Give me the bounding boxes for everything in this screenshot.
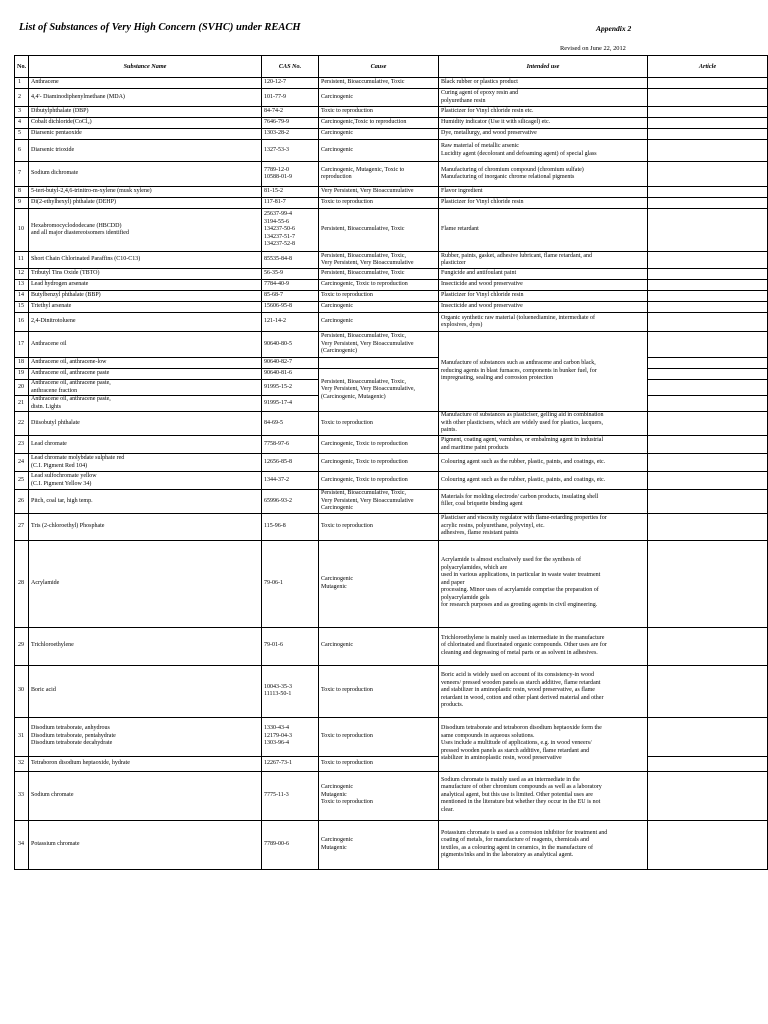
table-row	[15, 756, 768, 771]
row-number: 6	[15, 140, 29, 162]
cas-number: 1330-43-4 12179-04-3 1303-96-4	[262, 717, 319, 756]
intended-use: Trichloroethylene is mainly used as intermediate in the manufacture of chlorinated and fluorinated organic compounds. Other uses are for cleaning and degreasing of metal parts or as solvent in adhesives.	[439, 627, 648, 665]
cas-number: 10043-35-3 11113-50-1	[262, 665, 319, 717]
article	[648, 280, 768, 291]
article	[648, 187, 768, 198]
header-article: Article	[648, 56, 768, 78]
substance-name: Butylbenzyl phthalate (BBP)	[29, 291, 262, 302]
row-number: 7	[15, 162, 29, 187]
row-number: 10	[15, 209, 29, 252]
article	[648, 436, 768, 454]
intended-use: Raw material of metallic arsenic Lucidity agent (decolorant and defoaming agent) of special glass	[439, 140, 648, 162]
substance-name: Short Chain Chlorinated Paraffins (C10-C13)	[29, 252, 262, 269]
substance-name: Disodium tetraborate, anhydrous Disodium tetraborate, pentahydrate Disodium tetraborate decahydrate	[29, 717, 262, 756]
intended-use: Pigment, coating agent, varnishes, or embalming agent in industrial and maritime paint products	[439, 436, 648, 454]
substance-name: Diisobutyl phthalate	[29, 412, 262, 436]
row-number: 34	[15, 820, 29, 869]
cause: Carcinogenic	[319, 302, 439, 313]
substance-name: Lead chromate	[29, 436, 262, 454]
intended-use: Plasticizer for Vinyl chloride resin etc.	[439, 107, 648, 118]
row-number: 11	[15, 252, 29, 269]
row-number: 13	[15, 280, 29, 291]
cause: Toxic to reproduction	[319, 756, 439, 771]
row-number: 9	[15, 198, 29, 209]
article	[648, 209, 768, 252]
intended-use: Manufacture of substances such as anthracene and carbon black, reducing agents in blast furnaces, components in bunker fuel, for impregnating, sealing and corrosion protection	[439, 332, 648, 412]
article	[648, 140, 768, 162]
table-row	[15, 627, 768, 665]
substance-name: Diarsenic pentaoxide	[29, 129, 262, 140]
article	[648, 269, 768, 280]
cas-number: 7775-11-3	[262, 771, 319, 820]
table-row	[15, 665, 768, 717]
table-row	[15, 820, 768, 869]
article	[648, 771, 768, 820]
cas-number: 25637-99-4 3194-55-6 134237-50-6 134237-51-7 134237-52-8	[262, 209, 319, 252]
intended-use: Colouring agent such as the rubber, plastic, paints, and coatings, etc.	[439, 454, 648, 472]
substance-name: Lead chromate molybdate sulphate red (C.I. Pigment Red 104)	[29, 454, 262, 472]
article	[648, 78, 768, 89]
table-row	[15, 291, 768, 302]
intended-use: Rubber, paints, gasket, adhesive lubricant, flame retardant, and plasticizer	[439, 252, 648, 269]
substance-name: Anthracene oil, anthracene paste, anthracene fraction	[29, 380, 262, 396]
intended-use: Flavor ingredient	[439, 187, 648, 198]
svhc-table	[14, 55, 768, 870]
row-number: 18	[15, 358, 29, 369]
cause: Carcinogenic Mutagenic	[319, 820, 439, 869]
cause: Toxic to reproduction	[319, 291, 439, 302]
row-number: 22	[15, 412, 29, 436]
row-number: 19	[15, 369, 29, 380]
article	[648, 107, 768, 118]
cas-number: 1344-37-2	[262, 472, 319, 490]
intended-use: Fungicide and antifoulant paint	[439, 269, 648, 280]
cas-number: 1303-28-2	[262, 129, 319, 140]
article	[648, 380, 768, 396]
cas-number: 120-12-7	[262, 78, 319, 89]
cause: Toxic to reproduction	[319, 198, 439, 209]
cause: Carcinogenic	[319, 313, 439, 332]
substance-name: Anthracene oil, anthracene-low	[29, 358, 262, 369]
substance-name: 4,4'- Diaminodiphenylmethane (MDA)	[29, 89, 262, 107]
intended-use: Organic synthetic raw material (toluenediamine, intermediate of explosives, dyes)	[439, 313, 648, 332]
row-number: 25	[15, 472, 29, 490]
document-title: List of Substances of Very High Concern (SVHC) under REACH	[19, 22, 301, 33]
appendix-label: Appendix 2	[596, 24, 632, 33]
cause: Persistent, Bioaccumulative, Toxic, Very Persistent, Very Bioaccumulative (Carcinogenic)	[319, 332, 439, 358]
article	[648, 540, 768, 627]
cas-number: 7758-97-6	[262, 436, 319, 454]
substance-name: Boric acid	[29, 665, 262, 717]
row-number: 26	[15, 490, 29, 514]
table-body	[15, 78, 768, 870]
row-number: 3	[15, 107, 29, 118]
article	[648, 454, 768, 472]
table-row	[15, 332, 768, 358]
table-row	[15, 252, 768, 269]
substance-name: Tetraboron disodium heptaoxide, hydrate	[29, 756, 262, 771]
cas-number: 101-77-9	[262, 89, 319, 107]
cas-number: 79-01-6	[262, 627, 319, 665]
substance-name: Tributyl Tins Oxide (TBTO)	[29, 269, 262, 280]
substance-name: Sodium dichromate	[29, 162, 262, 187]
substance-name: Acrylamide	[29, 540, 262, 627]
cause: Carcinogenic Mutagenic	[319, 540, 439, 627]
cause: Carcinogenic, Toxic to reproduction	[319, 280, 439, 291]
table-row	[15, 313, 768, 332]
row-number: 30	[15, 665, 29, 717]
table-row	[15, 198, 768, 209]
article	[648, 717, 768, 756]
intended-use: Plasticizer for Vinyl chloride resin	[439, 291, 648, 302]
article	[648, 396, 768, 412]
article	[648, 198, 768, 209]
intended-use: Manufacturing of chromium compound (chromium sulfate) Manufacturing of inorganic chrome relational pigments	[439, 162, 648, 187]
cause: Persistent, Bioaccumulative, Toxic, Very Persistent, Very Bioaccumulative Carcinogenic	[319, 490, 439, 514]
cause: Persistent, Bioaccumulative, Toxic	[319, 78, 439, 89]
cause: Carcinogenic,Toxic to reproduction	[319, 118, 439, 129]
row-number: 23	[15, 436, 29, 454]
cas-number: 121-14-2	[262, 313, 319, 332]
row-number: 1	[15, 78, 29, 89]
table-row	[15, 717, 768, 756]
row-number: 8	[15, 187, 29, 198]
row-number: 12	[15, 269, 29, 280]
table-row	[15, 490, 768, 514]
cas-number: 15606-95-8	[262, 302, 319, 313]
table-row	[15, 129, 768, 140]
cause: Persistent, Bioaccumulative, Toxic	[319, 269, 439, 280]
header-substance-name: Substance Name	[29, 56, 262, 78]
row-number: 24	[15, 454, 29, 472]
cas-number: 65996-93-2	[262, 490, 319, 514]
article	[648, 358, 768, 369]
table-row	[15, 771, 768, 820]
cause: Carcinogenic	[319, 129, 439, 140]
table-row	[15, 436, 768, 454]
row-number: 4	[15, 118, 29, 129]
article	[648, 820, 768, 869]
article	[648, 332, 768, 358]
substance-name: Lead sulfochromate yellow (C.I. Pigment Yellow 34)	[29, 472, 262, 490]
cause: Toxic to reproduction	[319, 412, 439, 436]
substance-name: 5-tert-butyl-2,4,6-trinitro-m-xylene (musk xylene)	[29, 187, 262, 198]
row-number: 33	[15, 771, 29, 820]
cas-number: 117-81-7	[262, 198, 319, 209]
table-row	[15, 78, 768, 89]
cas-number: 79-06-1	[262, 540, 319, 627]
table-row	[15, 540, 768, 627]
table-row	[15, 162, 768, 187]
intended-use: Dye, metallurgy, and wood preservative	[439, 129, 648, 140]
intended-use: Curing agent of epoxy resin and polyurethane resin	[439, 89, 648, 107]
table-row	[15, 269, 768, 280]
article	[648, 129, 768, 140]
substance-name: 2,4-Dinitrotoluene	[29, 313, 262, 332]
row-number: 20	[15, 380, 29, 396]
header-cas-no: CAS No.	[262, 56, 319, 78]
cause: Carcinogenic	[319, 140, 439, 162]
row-number: 21	[15, 396, 29, 412]
article	[648, 89, 768, 107]
cause: Carcinogenic	[319, 627, 439, 665]
intended-use: Plasticiser and viscosity regulator with flame-retarding properties for acrylic resins, polyurethane, polyvinyl, etc. adhesives, flame resistant paints	[439, 513, 648, 540]
table-row	[15, 140, 768, 162]
intended-use: Insecticide and wood preservative	[439, 302, 648, 313]
cause: Carcinogenic, Toxic to reproduction	[319, 454, 439, 472]
cas-number: 90640-81-6	[262, 369, 319, 380]
cause: Very Persistent, Very Bioaccumulative	[319, 187, 439, 198]
header-no: No.	[15, 56, 29, 78]
substance-name: Anthracene oil	[29, 332, 262, 358]
substance-name: Anthracene oil, anthracene paste	[29, 369, 262, 380]
row-number: 27	[15, 513, 29, 540]
table-row	[15, 107, 768, 118]
cas-number: 84-74-2	[262, 107, 319, 118]
header-intended-use: Intended use	[439, 56, 648, 78]
article	[648, 162, 768, 187]
article	[648, 369, 768, 380]
cause: Toxic to reproduction	[319, 513, 439, 540]
article	[648, 756, 768, 771]
cas-number: 7646-79-9	[262, 118, 319, 129]
article	[648, 665, 768, 717]
table-row	[15, 209, 768, 252]
substance-name: Potassium chromate	[29, 820, 262, 869]
cas-number: 81-15-2	[262, 187, 319, 198]
cas-number: 115-96-8	[262, 513, 319, 540]
article	[648, 252, 768, 269]
cause: Persistent, Bioaccumulative, Toxic, Very Persistent, Very Bioaccumulative	[319, 252, 439, 269]
substance-name: Pitch, coal tar, high temp.	[29, 490, 262, 514]
cause: Carcinogenic, Mutagenic, Toxic to reproduction	[319, 162, 439, 187]
substance-name: Triethyl arsenate	[29, 302, 262, 313]
table-row	[15, 302, 768, 313]
substance-name: Tris (2-chloroethyl) Phosphate	[29, 513, 262, 540]
article	[648, 313, 768, 332]
substance-name: Di(2-ethylhexyl) phthalate (DEHP)	[29, 198, 262, 209]
cause: Carcinogenic, Toxic to reproduction	[319, 436, 439, 454]
intended-use: Black rubber or plastics product	[439, 78, 648, 89]
cas-number: 90640-82-7	[262, 358, 319, 369]
intended-use: Insecticide and wood preservative	[439, 280, 648, 291]
intended-use: Materials for molding electrode/ carbon products, insulating shell filler, coal briquette binding agent	[439, 490, 648, 514]
table-row	[15, 118, 768, 129]
row-number: 17	[15, 332, 29, 358]
intended-use: Colouring agent such as the rubber, plastic, paints, and coatings, etc.	[439, 472, 648, 490]
row-number: 31	[15, 717, 29, 756]
intended-use: Boric acid is widely used on account of its consistency-in wood veneers/ pressed wooden panels as starch additive, flame retardant and stabilizer in aminoplastic resin, wood preservative, as flame retardant in wood, cotton and other plant derived material and other products.	[439, 665, 648, 717]
cas-number: 84-69-5	[262, 412, 319, 436]
article	[648, 302, 768, 313]
cause: Carcinogenic Mutagenic Toxic to reproduction	[319, 771, 439, 820]
row-number: 14	[15, 291, 29, 302]
substance-name: Lead hydrogen arsenate	[29, 280, 262, 291]
row-number: 29	[15, 627, 29, 665]
table-row	[15, 280, 768, 291]
cas-number: 91995-17-4	[262, 396, 319, 412]
table-row	[15, 513, 768, 540]
substance-name: Anthracene oil, anthracene paste, distn. Lights	[29, 396, 262, 412]
article	[648, 472, 768, 490]
substance-name: Anthracene	[29, 78, 262, 89]
table-row	[15, 472, 768, 490]
cause: Carcinogenic, Toxic to reproduction	[319, 472, 439, 490]
substance-name: Diarsenic trioxide	[29, 140, 262, 162]
cause: Persistent, Bioaccumulative, Toxic, Very Persistent, Very Bioaccumulative, (Carcinogenic, Mutagenic)	[319, 369, 439, 412]
intended-use: Acrylamide is almost exclusively used for the synthesis of polyacrylamides, which are used in various applications, in particular in waste water treatment and paper processing. Minor uses of acrylamide comprise the preparation of polyacrylamide gels for research purposes and as grouting agents in civil engineering.	[439, 540, 648, 627]
row-number: 15	[15, 302, 29, 313]
cas-number: 7789-00-6	[262, 820, 319, 869]
substance-name: Trichloroethylene	[29, 627, 262, 665]
article	[648, 513, 768, 540]
cause: Carcinogenic	[319, 89, 439, 107]
intended-use: Flame retardant	[439, 209, 648, 252]
substance-name: Cobalt dichloride(CoCl₂)	[29, 118, 262, 129]
article	[648, 627, 768, 665]
article	[648, 118, 768, 129]
substance-name: Dibutylphthalate (DBP)	[29, 107, 262, 118]
intended-use: Humidity indicator (Use it with silicagel) etc.	[439, 118, 648, 129]
header-cause: Cause	[319, 56, 439, 78]
cause: Toxic to reproduction	[319, 665, 439, 717]
row-number: 2	[15, 89, 29, 107]
cas-number: 12656-85-8	[262, 454, 319, 472]
intended-use: Plasticizer for Vinyl chloride resin	[439, 198, 648, 209]
intended-use: Sodium chromate is mainly used as an intermediate in the manufacture of other chromium compounds as well as a laboratory analytical agent, but this use is limited. Other potential uses are mentioned in the literature but whether they occur in the EU is not clear.	[439, 771, 648, 820]
cause	[319, 358, 439, 369]
row-number: 16	[15, 313, 29, 332]
article	[648, 291, 768, 302]
table-row	[15, 187, 768, 198]
cas-number: 7789-12-0 10588-01-9	[262, 162, 319, 187]
cas-number: 91995-15-2	[262, 380, 319, 396]
table-row	[15, 412, 768, 436]
cas-number: 56-35-9	[262, 269, 319, 280]
table-row	[15, 358, 768, 369]
cas-number: 12267-73-1	[262, 756, 319, 771]
table-header-row	[15, 56, 768, 78]
cas-number: 7784-40-9	[262, 280, 319, 291]
cause: Toxic to reproduction	[319, 107, 439, 118]
row-number: 32	[15, 756, 29, 771]
cause: Toxic to reproduction	[319, 717, 439, 756]
intended-use: Potassium chromate is used as a corrosion inhibitor for treatment and coating of metals, for manufacture of reagents, chemicals and textiles, as a colouring agent in ceramics, in the manufacture of pigments/inks and in the laboratory as analytical agent.	[439, 820, 648, 869]
cas-number: 90640-80-5	[262, 332, 319, 358]
table-row	[15, 369, 768, 380]
intended-use: Manufacture of substances as plasticiser, gelling aid in combination with other plasticisers, which are widely used for plastics, lacquers, paints.	[439, 412, 648, 436]
revision-date: Revised on June 22, 2012	[560, 45, 626, 52]
cas-number: 1327-53-3	[262, 140, 319, 162]
cas-number: 85535-84-8	[262, 252, 319, 269]
substance-name: Sodium chromate	[29, 771, 262, 820]
article	[648, 490, 768, 514]
table-row	[15, 454, 768, 472]
substance-name: Hexabromocyclododecane (HBCDD) and all major diastereoisomers identified	[29, 209, 262, 252]
intended-use: Disodium tetraborate and tetraboron disodium heptaoxide form the same compounds in aqueous solutions. Uses include a multitude of applications, e.g. in wood veneers/ pressed wooden panels as starch additive, flame retardant and stabilizer in aminoplastic resin, wood preservative	[439, 717, 648, 771]
row-number: 5	[15, 129, 29, 140]
table-row	[15, 89, 768, 107]
article	[648, 412, 768, 436]
cause: Persistent, Bioaccumulative, Toxic	[319, 209, 439, 252]
row-number: 28	[15, 540, 29, 627]
cas-number: 85-68-7	[262, 291, 319, 302]
